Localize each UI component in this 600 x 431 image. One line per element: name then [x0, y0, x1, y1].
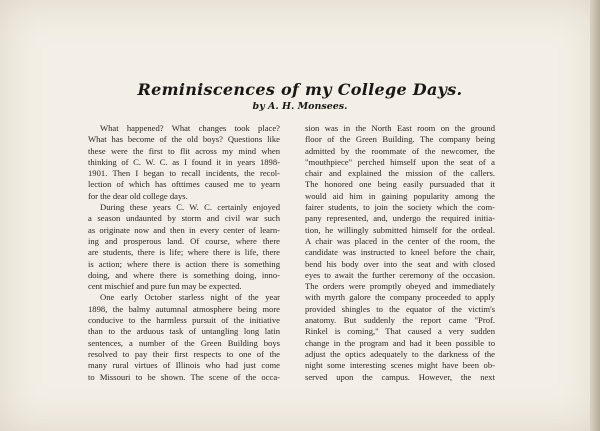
text-line: One early October starless night of the year — [100, 292, 280, 303]
text-line: 1898, the balmy autumnal atmosphere being more — [88, 303, 280, 314]
text-line: many rural virtues of Illinois who had just come — [88, 360, 280, 371]
article-title: Reminiscences of my College Days. — [137, 80, 463, 99]
text-line: conducive to the harmless pursuit of the initiative — [88, 315, 280, 326]
text-line: sion was in the North East room on the ground — [305, 123, 495, 133]
text-line: lection of which has ofttimes caused me to yearn — [88, 179, 280, 190]
text-line: served upon the campus. However, the next — [305, 371, 495, 382]
text-line: The orders were promptly obeyed and immediately — [305, 281, 495, 292]
text-line: night some interesting scenes might have been ob- — [305, 360, 495, 371]
text-line: is action; where there is action there is something — [88, 258, 280, 269]
text-line: What happened? What changes took place? — [100, 123, 280, 133]
text-line: bend his body over into the seat and with closed — [305, 258, 495, 269]
text-column-right — [305, 123, 495, 383]
text-line: 1901. Then I began to recall incidents, the recol- — [88, 168, 280, 179]
text-line: floor of the Green Building. The company being — [305, 134, 495, 145]
text-line: adjust the optics adequately to the darkness of the — [305, 348, 495, 359]
text-line: than to the arduous task of untangling long latin — [88, 326, 280, 337]
text-line: chair and explained the mission of the callers. — [305, 168, 495, 179]
text-line: candidate was instructed to kneel before the chair, — [305, 247, 495, 258]
text-line: cent mischief and pure fun may be expected. — [88, 281, 242, 292]
text-line: A chair was placed in the center of the room, the — [305, 235, 495, 246]
text-line: to Missouri to be shown. The scene of the occa- — [88, 371, 280, 382]
text-line: admitted by the roommate of the newcomer, the — [305, 145, 495, 156]
text-line: with myrth galore the company proceeded to apply — [305, 292, 495, 303]
text-line: would aid him in gaining popularity among the — [305, 190, 495, 201]
text-line: provided shingles to the equator of the victim's — [305, 303, 495, 314]
page-edge — [590, 0, 600, 431]
text-line: doing, and where there is something doing, inno- — [88, 269, 280, 280]
text-line: thinking of C. W. C. as I found it in years 1898- — [88, 156, 280, 167]
text-line: pany represented, and, undergo the required initia- — [305, 213, 495, 224]
text-line: change in the program and had it been possible to — [305, 337, 495, 348]
text-line: are students, there is life; where there is life, there — [88, 247, 280, 258]
text-line: "mouthpiece" perched himself upon the seat of a — [305, 156, 495, 167]
text-column-left — [88, 123, 280, 383]
text-line: fairer students, to join the society which the com- — [305, 202, 495, 213]
text-line: The honored one being easily pursuaded that it — [305, 179, 495, 190]
text-line: sentences, a number of the Green Building boys — [88, 337, 280, 348]
article-byline: by A. H. Monsees. — [252, 101, 348, 112]
text-line: tion, he willingly submitted himself for the ordeal. — [305, 224, 495, 235]
text-line: for the dear old college days. — [88, 190, 188, 201]
text-line: eyes to await the further ceremony of the occasion. — [305, 269, 495, 280]
text-line: anatomy. But suddenly the report came "Prof. — [305, 315, 495, 326]
text-line: During these years C. W. C. certainly enjoyed — [100, 202, 280, 213]
text-line: Rinkel is coming," That caused a very sudden — [305, 326, 495, 337]
text-line: these were the first to flit across my mind when — [88, 145, 280, 156]
text-line: as originate now and then in every center of learn- — [88, 224, 280, 235]
text-line: ing and prosperous land. Of course, where there — [88, 235, 280, 246]
text-line: What has become of the old boys? Questions like — [88, 134, 280, 145]
text-line: a season undaunted by storm and civil war such — [88, 213, 280, 224]
text-line: resolved to pay their first respects to one of the — [88, 348, 280, 359]
